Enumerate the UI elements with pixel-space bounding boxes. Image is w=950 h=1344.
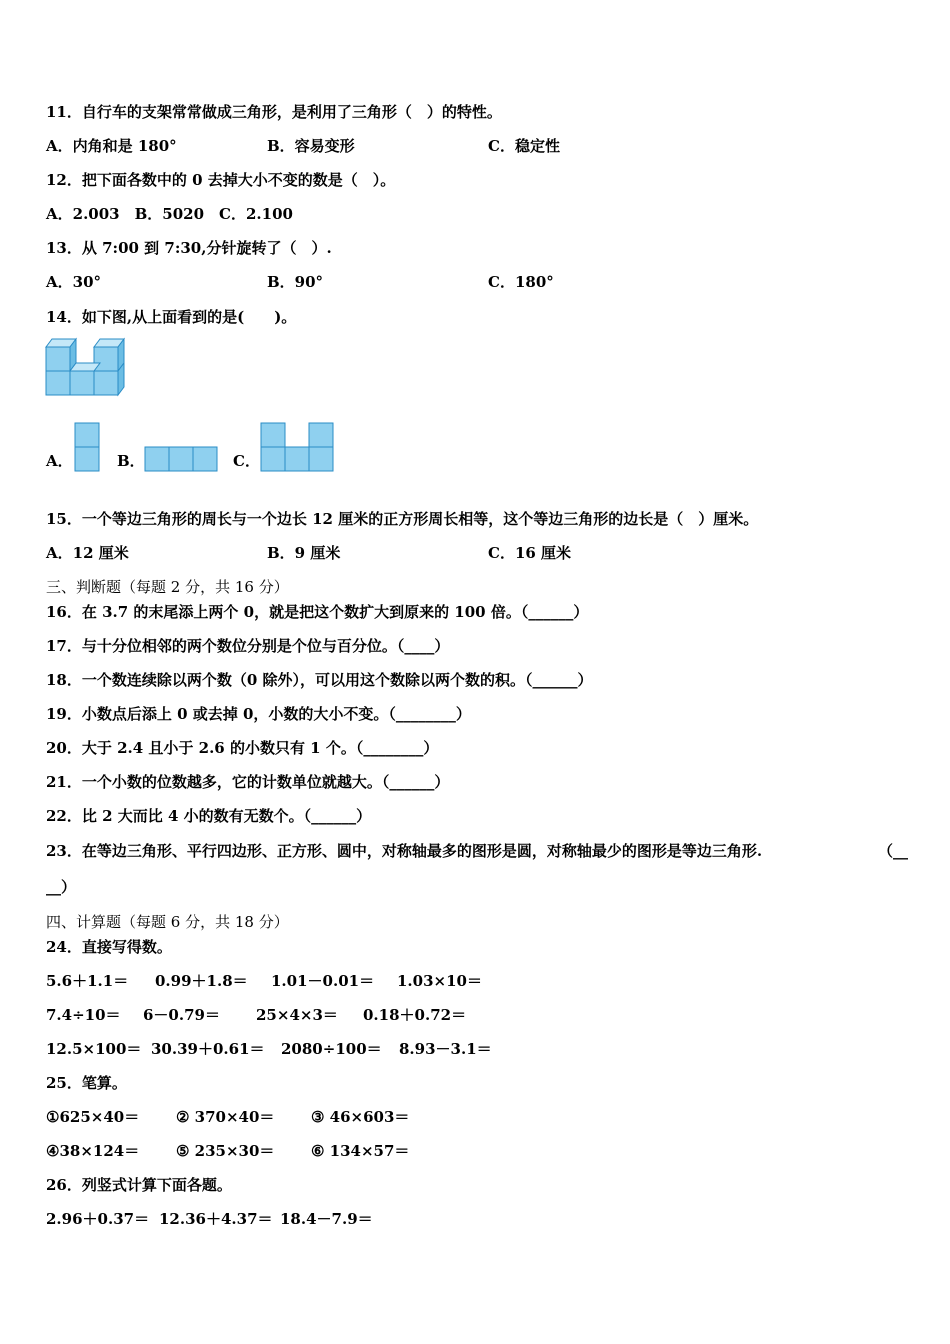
cube-front-face — [94, 371, 118, 395]
calc-item: 7.4÷10＝ — [46, 1006, 121, 1024]
q14-stem: 14．如下图,从上面看到的是( )。 — [46, 308, 297, 326]
section-4-heading: 四、计算题（每题 6 分，共 18 分） — [46, 913, 289, 931]
calc-item: ⑥ 134×57＝ — [311, 1142, 410, 1160]
cube-front-face — [46, 347, 70, 371]
square — [309, 423, 333, 447]
q11-option-b: B．容易变形 — [267, 137, 355, 155]
judge-item: 21．一个小数的位数越多，它的计数单位就越大。（______） — [46, 773, 450, 791]
q14-cube-figure — [44, 337, 128, 397]
q15-option-c: C．16 厘米 — [488, 544, 572, 562]
calc-item: 1.01－0.01＝ — [271, 972, 375, 990]
section-3-heading: 三、判断题（每题 2 分，共 16 分） — [46, 578, 289, 596]
calc-item: 12.5×100＝ — [46, 1040, 142, 1058]
calc-item: 1.03×10＝ — [397, 972, 482, 990]
q12-stem: 12．把下面各数中的 0 去掉大小不变的数是（ ）。 — [46, 171, 396, 189]
cube-front-face — [46, 371, 70, 395]
q14-option-a-label: A． — [46, 452, 73, 470]
q14-option-b-label: B． — [117, 452, 145, 470]
q13-option-b: B．90° — [267, 273, 324, 291]
cube-front-face — [94, 347, 118, 371]
calc-item: ④38×124＝ — [46, 1142, 140, 1160]
q26-stem: 26．列竖式计算下面各题。 — [46, 1176, 232, 1194]
q23-line1: 23．在等边三角形、平行四边形、正方形、圆中，对称轴最多的图形是圆，对称轴最少的图形是等边三角形. — [46, 842, 763, 860]
q14-option-c-label: C． — [233, 452, 260, 470]
square — [193, 447, 217, 471]
calc-item: ③ 46×603＝ — [311, 1108, 410, 1126]
cube-top-face — [70, 363, 100, 371]
q25-stem: 25．笔算。 — [46, 1074, 127, 1092]
q13-option-c: C．180° — [488, 273, 554, 291]
q14-option-a-figure — [74, 422, 102, 472]
calc-item: 5.6＋1.1＝ — [46, 972, 129, 990]
q23-line2: __） — [46, 878, 77, 896]
q13-stem: 13．从 7:00 到 7:30,分针旋转了（ ）. — [46, 239, 332, 257]
q24-stem: 24．直接写得数。 — [46, 938, 172, 956]
q13-option-a: A．30° — [46, 273, 102, 291]
cube-front-face — [70, 371, 94, 395]
square — [145, 447, 169, 471]
square — [261, 423, 285, 447]
q14-option-b-figure — [144, 446, 218, 473]
calc-item: 18.4－7.9＝ — [280, 1210, 373, 1228]
calc-item: ①625×40＝ — [46, 1108, 140, 1126]
q11-option-c: C．稳定性 — [488, 137, 560, 155]
judge-item: 16．在 3.7 的末尾添上两个 0，就是把这个数扩大到原来的 100 倍。（______） — [46, 603, 589, 621]
judge-item: 19．小数点后添上 0 或去掉 0，小数的大小不变。（________） — [46, 705, 471, 723]
calc-item: 0.99＋1.8＝ — [155, 972, 248, 990]
q12-options: A．2.003 B．5020 C．2.100 — [46, 205, 293, 223]
calc-item: 12.36＋4.37＝ — [159, 1210, 273, 1228]
square — [75, 447, 99, 471]
judge-item: 22．比 2 大而比 4 小的数有无数个。（______） — [46, 807, 372, 825]
calc-item: 0.18＋0.72＝ — [363, 1006, 467, 1024]
square — [75, 423, 99, 447]
q23-blank-start: （__ — [878, 842, 909, 860]
calc-item: 2080÷100＝ — [281, 1040, 382, 1058]
q14-option-c-figure — [260, 422, 336, 472]
calc-item: 30.39＋0.61＝ — [151, 1040, 265, 1058]
calc-item: 6－0.79＝ — [143, 1006, 220, 1024]
calc-item: ⑤ 235×30＝ — [176, 1142, 275, 1160]
square — [261, 447, 285, 471]
q11-stem: 11．自行车的支架常常做成三角形，是利用了三角形（ ）的特性。 — [46, 103, 502, 121]
square — [309, 447, 333, 471]
judge-item: 17．与十分位相邻的两个数位分别是个位与百分位。（____） — [46, 637, 450, 655]
q15-option-a: A．12 厘米 — [46, 544, 129, 562]
calc-item: 2.96＋0.37＝ — [46, 1210, 150, 1228]
judge-item: 18．一个数连续除以两个数（0 除外），可以用这个数除以两个数的积。（______） — [46, 671, 593, 689]
calc-item: 25×4×3＝ — [256, 1006, 338, 1024]
q11-option-a: A．内角和是 180° — [46, 137, 177, 155]
q15-option-b: B．9 厘米 — [267, 544, 341, 562]
square — [285, 447, 309, 471]
judge-item: 20．大于 2.4 且小于 2.6 的小数只有 1 个。（________） — [46, 739, 439, 757]
calc-item: ② 370×40＝ — [176, 1108, 275, 1126]
calc-item: 8.93－3.1＝ — [399, 1040, 492, 1058]
q15-stem: 15．一个等边三角形的周长与一个边长 12 厘米的正方形周长相等，这个等边三角形的边长是（ ）厘米。 — [46, 510, 759, 528]
square — [169, 447, 193, 471]
